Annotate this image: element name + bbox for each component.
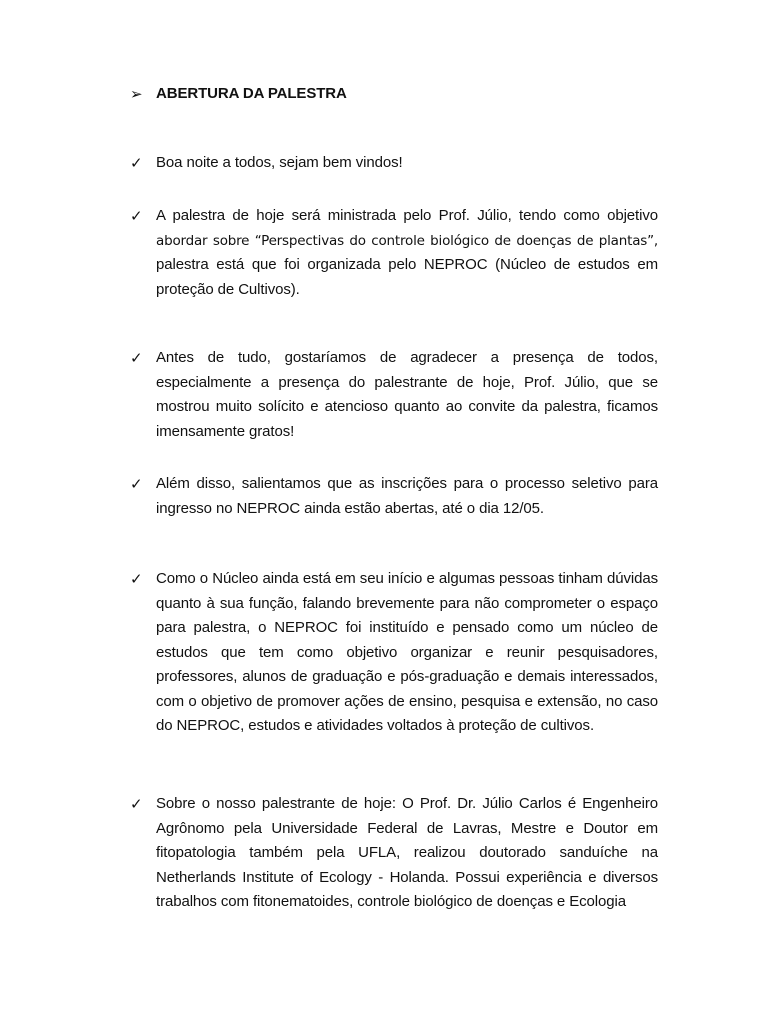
paragraph-greeting: [130, 151, 670, 176]
paragraph-text: [156, 204, 658, 302]
paragraph-text-topic: abordar sobre “Perspectivas do controle biológico de doenças de plantas”,: [156, 232, 658, 249]
paragraph-text-part: A palestra de hoje será ministrada pelo Prof. Júlio, tendo como objetivo: [156, 207, 658, 224]
heading-item: [130, 82, 670, 107]
paragraph-text: Além disso, salientamos que as inscrições para o processo seletivo para ingresso no NEPROC ainda estão abertas, até o dia 12/05.: [156, 475, 658, 517]
arrowhead-bullet-icon: ➢: [130, 85, 143, 103]
paragraph-registration: [130, 472, 670, 521]
checkmark-bullet-icon: ✓: [130, 795, 143, 813]
section-heading: ABERTURA DA PALESTRA: [156, 85, 347, 102]
paragraph-text: Sobre o nosso palestrante de hoje: O Prof. Dr. Júlio Carlos é Engenheiro Agrônomo pela Universidade Federal de Lavras, Mestre e Doutor em fitopatologia também pela UFLA, realizou doutorado sanduíche na Netherlands Institute of Ecology - Holanda. Possui experiência e diversos trabalhos com fitonematoides, controle biológico de doenças e Ecologia: [156, 795, 658, 910]
checkmark-bullet-icon: ✓: [130, 154, 143, 172]
paragraph-text: Como o Núcleo ainda está em seu início e algumas pessoas tinham dúvidas quanto à sua função, falando brevemente para não comprometer o espaço para palestra, o NEPROC foi instituído e pensado como um núcleo de estudos que tem como objetivo organizar e reunir pesquisadores, professores, alunos de graduação e pós-graduação e demais interessados, com o objetivo de promover ações de ensino, pesquisa e extensão, no caso do NEPROC, estudos e atividades voltados à proteção de cultivos.: [156, 570, 658, 734]
paragraph-text: Antes de tudo, gostaríamos de agradecer a presença de todos, especialmente a presença do palestrante de hoje, Prof. Júlio, que se mostrou muito solícito e atencioso quanto ao convite da palestra, ficamos imensamente gratos!: [156, 349, 658, 440]
paragraph-text-part: palestra está que foi organizada pelo NEPROC (Núcleo de estudos em proteção de Cultivos).: [156, 256, 658, 298]
paragraph-neproc-about: [130, 567, 670, 739]
paragraph-text: Boa noite a todos, sejam bem vindos!: [156, 154, 403, 171]
checkmark-bullet-icon: ✓: [130, 570, 143, 588]
checkmark-bullet-icon: ✓: [130, 207, 143, 225]
paragraph-lecture-intro: [130, 204, 670, 302]
paragraph-thanks: [130, 346, 670, 444]
checkmark-bullet-icon: ✓: [130, 349, 143, 367]
checkmark-bullet-icon: ✓: [130, 475, 143, 493]
paragraph-speaker-bio: [130, 792, 670, 915]
